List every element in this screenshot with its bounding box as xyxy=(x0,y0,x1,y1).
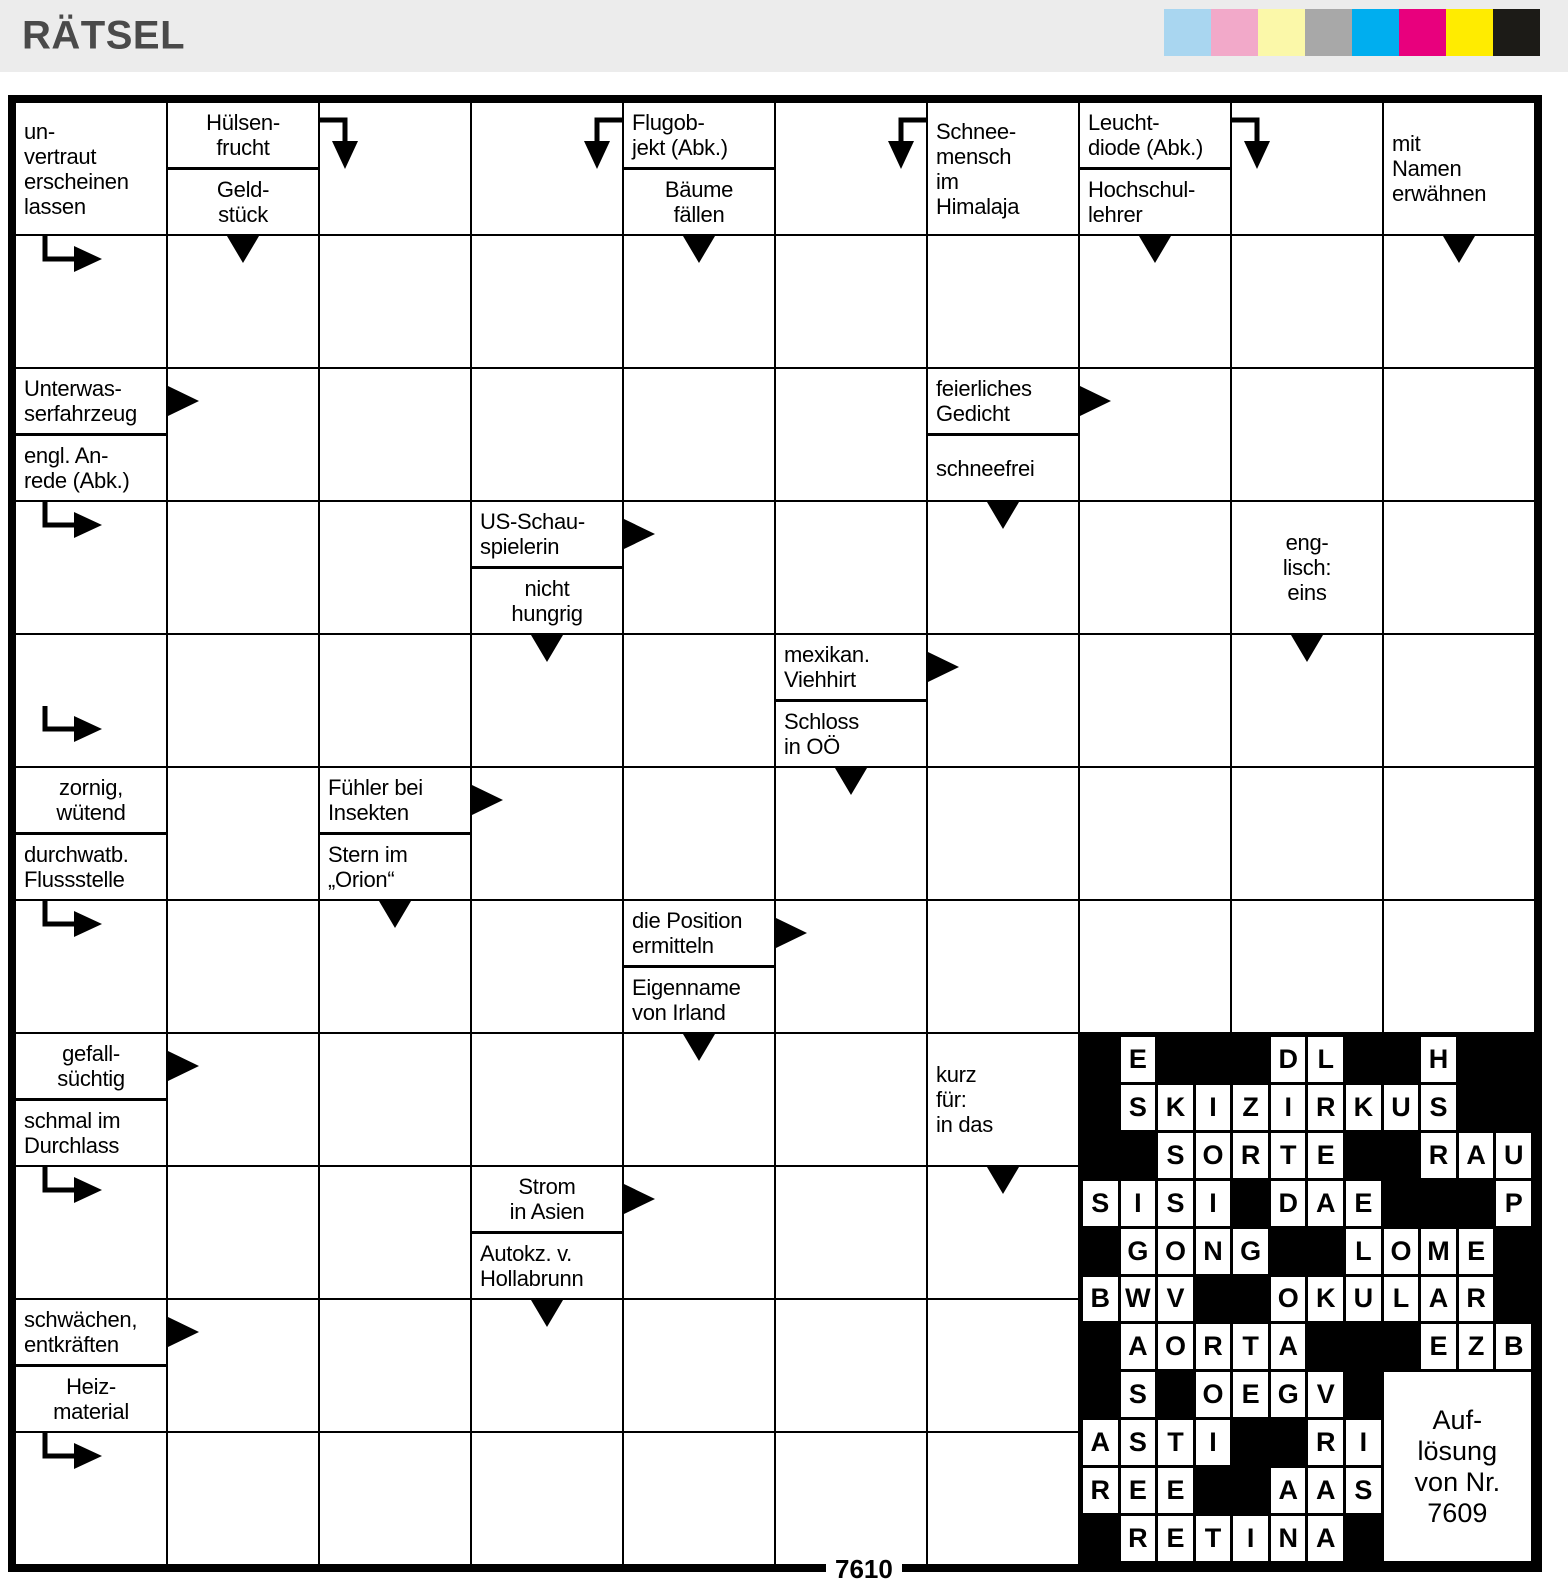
solution-letter-cell: G xyxy=(1233,1229,1268,1274)
answer-cell[interactable] xyxy=(319,102,471,235)
answer-cell[interactable] xyxy=(15,1432,167,1565)
solution-letter-cell: O xyxy=(1271,1277,1306,1322)
answer-cell[interactable] xyxy=(319,235,471,368)
solution-letter-cell: K xyxy=(1346,1085,1381,1130)
solution-letter-cell: R xyxy=(1421,1133,1456,1178)
solution-letter-cell: T xyxy=(1233,1324,1268,1369)
answer-cell[interactable] xyxy=(927,1299,1079,1432)
answer-cell[interactable] xyxy=(1231,900,1383,1033)
solution-letter-cell: M xyxy=(1421,1229,1456,1274)
right-arrow-icon xyxy=(472,785,503,815)
answer-cell[interactable] xyxy=(927,235,1079,368)
turn-right-arrow-icon xyxy=(32,1167,108,1213)
print-color-bar xyxy=(1164,9,1540,56)
answer-cell[interactable] xyxy=(623,634,775,767)
solution-letter-cell: E xyxy=(1158,1516,1193,1561)
clue-text: mit Namen erwähnen xyxy=(1392,131,1487,206)
solution-note: Auf- lösung von Nr. 7609 xyxy=(1384,1372,1531,1561)
down-arrow-icon xyxy=(835,768,867,795)
turn-right-arrow-icon xyxy=(32,236,108,282)
down-arrow-icon xyxy=(1443,236,1475,263)
clue-text: schmal im Durchlass xyxy=(24,1108,121,1158)
solution-letter-cell: S xyxy=(1158,1181,1193,1226)
solution-letter-cell: R xyxy=(1083,1468,1118,1513)
right-arrow-icon xyxy=(168,1051,199,1081)
answer-cell[interactable] xyxy=(1079,900,1231,1033)
solution-letter-cell: V xyxy=(1158,1277,1193,1322)
answer-cell[interactable] xyxy=(623,1299,775,1432)
clue-cell xyxy=(775,634,927,767)
clue-cell xyxy=(927,368,1079,501)
solution-letter-cell: K xyxy=(1158,1085,1193,1130)
answer-cell[interactable] xyxy=(15,1166,167,1299)
answer-cell[interactable] xyxy=(167,1166,319,1299)
solution-letter-cell: R xyxy=(1233,1133,1268,1178)
down-arrow-icon xyxy=(987,502,1019,529)
solution-letter-cell: I xyxy=(1196,1181,1231,1226)
solution-letter-cell: A xyxy=(1308,1468,1343,1513)
solution-letter-cell: R xyxy=(1196,1324,1231,1369)
solution-letter-cell: A xyxy=(1308,1516,1343,1561)
clue-text: schneefrei xyxy=(936,455,1035,481)
clue-text: Leucht- diode (Abk.) xyxy=(1080,103,1230,170)
down-arrow-icon xyxy=(1139,236,1171,263)
down-arrow-icon xyxy=(379,901,411,928)
clue-text: Schloss in OÖ xyxy=(784,709,859,759)
solution-letter-cell: V xyxy=(1308,1372,1343,1417)
answer-cell[interactable] xyxy=(1383,634,1535,767)
answer-cell[interactable] xyxy=(471,634,623,767)
down-arrow-icon xyxy=(531,1300,563,1327)
solution-letter-cell: S xyxy=(1121,1420,1156,1465)
solution-letter-cell: D xyxy=(1271,1181,1306,1226)
answer-cell[interactable] xyxy=(775,1299,927,1432)
clue-cell xyxy=(15,1299,167,1432)
answer-cell[interactable] xyxy=(927,1166,1079,1299)
solution-letter-cell: N xyxy=(1271,1516,1306,1561)
answer-cell[interactable] xyxy=(1231,235,1383,368)
solution-letter-cell: L xyxy=(1384,1277,1419,1322)
turn-right-arrow-icon xyxy=(32,502,108,548)
solution-letter-cell: G xyxy=(1121,1229,1156,1274)
answer-cell[interactable] xyxy=(15,501,167,634)
solution-letter-cell: E xyxy=(1308,1133,1343,1178)
answer-cell[interactable] xyxy=(623,1033,775,1166)
turn-right-arrow-icon xyxy=(32,706,108,752)
answer-cell[interactable] xyxy=(775,1432,927,1565)
answer-cell[interactable] xyxy=(775,235,927,368)
solution-letter-cell: U xyxy=(1496,1133,1531,1178)
solution-letter-cell: D xyxy=(1271,1037,1306,1082)
answer-cell[interactable] xyxy=(1231,368,1383,501)
answer-cell[interactable] xyxy=(319,1432,471,1565)
color-swatch xyxy=(1352,9,1399,56)
solution-letter-cell: B xyxy=(1496,1324,1531,1369)
right-arrow-icon xyxy=(168,1317,199,1347)
answer-cell[interactable] xyxy=(1079,767,1231,900)
solution-letter-cell: E xyxy=(1158,1468,1193,1513)
color-swatch xyxy=(1211,9,1258,56)
answer-cell[interactable] xyxy=(319,1166,471,1299)
clue-text: eng- lisch: eins xyxy=(1282,530,1332,605)
clue-cell xyxy=(167,102,319,235)
solution-letter-cell: N xyxy=(1196,1229,1231,1274)
answer-cell[interactable] xyxy=(927,501,1079,634)
solution-letter-cell: R xyxy=(1308,1420,1343,1465)
solution-letter-cell: L xyxy=(1346,1229,1381,1274)
solution-letter-cell: A xyxy=(1421,1277,1456,1322)
clue-text: un- vertraut erscheinen lassen xyxy=(24,118,129,219)
solution-letter-cell: S xyxy=(1421,1085,1456,1130)
clue-text: schwächen, entkräften xyxy=(16,1300,166,1367)
solution-letter-cell: Z xyxy=(1459,1324,1494,1369)
turn-down-arrow-icon xyxy=(877,109,927,171)
color-swatch xyxy=(1305,9,1352,56)
clue-text: zornig, wütend xyxy=(16,768,166,835)
answer-cell[interactable] xyxy=(1079,634,1231,767)
clue-cell xyxy=(1079,102,1231,235)
solution-letter-cell: W xyxy=(1121,1277,1156,1322)
clue-cell xyxy=(15,767,167,900)
answer-cell[interactable] xyxy=(1079,501,1231,634)
solution-letter-cell: E xyxy=(1121,1468,1156,1513)
solution-letter-cell: A xyxy=(1271,1324,1306,1369)
answer-cell[interactable] xyxy=(167,501,319,634)
solution-letter-cell: K xyxy=(1308,1277,1343,1322)
solution-letter-cell: O xyxy=(1384,1229,1419,1274)
answer-cell[interactable] xyxy=(167,900,319,1033)
color-swatch xyxy=(1399,9,1446,56)
clue-text: Autokz. v. Hollabrunn xyxy=(480,1241,584,1291)
solution-letter-cell: R xyxy=(1308,1085,1343,1130)
answer-cell[interactable] xyxy=(167,235,319,368)
solution-letter-cell: T xyxy=(1271,1133,1306,1178)
clue-text: kurz für: in das xyxy=(936,1062,993,1137)
answer-cell[interactable] xyxy=(1079,235,1231,368)
clue-cell xyxy=(319,767,471,900)
solution-letter-cell: S xyxy=(1083,1181,1118,1226)
clue-text: mexikan. Viehhirt xyxy=(776,635,926,702)
solution-letter-cell: L xyxy=(1308,1037,1343,1082)
solution-letter-cell: T xyxy=(1196,1516,1231,1561)
answer-cell[interactable] xyxy=(167,634,319,767)
answer-cell[interactable] xyxy=(319,900,471,1033)
solution-letter-cell: I xyxy=(1196,1420,1231,1465)
clue-text: engl. An- rede (Abk.) xyxy=(24,443,130,493)
solution-letter-cell: O xyxy=(1196,1372,1231,1417)
solution-letter-cell: A xyxy=(1308,1181,1343,1226)
answer-cell[interactable] xyxy=(471,900,623,1033)
clue-text: Geld- stück xyxy=(216,177,270,227)
answer-cell[interactable] xyxy=(927,900,1079,1033)
solution-letter-cell: Z xyxy=(1233,1085,1268,1130)
answer-cell[interactable] xyxy=(319,1033,471,1166)
answer-cell[interactable] xyxy=(167,1432,319,1565)
color-swatch xyxy=(1446,9,1493,56)
page-header xyxy=(0,0,1568,72)
clue-text: Hülsen- frucht xyxy=(168,103,318,170)
solution-letter-cell: H xyxy=(1421,1037,1456,1082)
solution-letter-cell: G xyxy=(1271,1372,1306,1417)
answer-cell[interactable] xyxy=(319,368,471,501)
clue-text: Eigenname von Irland xyxy=(632,975,741,1025)
down-arrow-icon xyxy=(987,1167,1019,1194)
answer-cell[interactable] xyxy=(775,767,927,900)
color-swatch xyxy=(1493,9,1540,56)
answer-cell[interactable] xyxy=(319,501,471,634)
answer-cell[interactable] xyxy=(1231,634,1383,767)
clue-cell xyxy=(927,1033,1079,1166)
clue-text: durchwatb. Flussstelle xyxy=(24,842,129,892)
solution-letter-cell: U xyxy=(1384,1085,1419,1130)
down-arrow-icon xyxy=(683,236,715,263)
answer-cell[interactable] xyxy=(1231,102,1383,235)
clue-cell xyxy=(471,1166,623,1299)
right-arrow-icon xyxy=(624,519,655,549)
clue-text: Heiz- material xyxy=(53,1374,129,1424)
clue-cell xyxy=(623,900,775,1033)
answer-cell[interactable] xyxy=(927,1432,1079,1565)
solution-letter-cell: I xyxy=(1196,1085,1231,1130)
solution-letter-cell: P xyxy=(1496,1181,1531,1226)
answer-cell[interactable] xyxy=(15,634,167,767)
down-arrow-icon xyxy=(531,635,563,662)
answer-cell[interactable] xyxy=(15,235,167,368)
clue-cell xyxy=(623,102,775,235)
answer-cell[interactable] xyxy=(15,900,167,1033)
answer-cell[interactable] xyxy=(775,1033,927,1166)
clue-text: Schnee- mensch im Himalaja xyxy=(936,118,1020,219)
answer-cell[interactable] xyxy=(471,1033,623,1166)
clue-text: Strom in Asien xyxy=(472,1167,622,1234)
down-arrow-icon xyxy=(227,236,259,263)
turn-right-arrow-icon xyxy=(32,901,108,947)
clue-text: Flugob- jekt (Abk.) xyxy=(624,103,774,170)
solution-letter-cell: E xyxy=(1233,1372,1268,1417)
answer-cell[interactable] xyxy=(775,501,927,634)
page-title: RÄTSEL xyxy=(22,13,185,58)
clue-cell xyxy=(927,102,1079,235)
answer-cell[interactable] xyxy=(471,1432,623,1565)
solution-letter-cell: S xyxy=(1121,1085,1156,1130)
solution-letter-cell: O xyxy=(1196,1133,1231,1178)
right-arrow-icon xyxy=(624,1184,655,1214)
turn-down-arrow-icon xyxy=(573,109,623,171)
clue-text: Stern im „Orion“ xyxy=(328,842,408,892)
crossword-grid xyxy=(8,95,1542,1572)
solution-letter-cell: I xyxy=(1346,1420,1381,1465)
answer-cell[interactable] xyxy=(623,767,775,900)
down-arrow-icon xyxy=(683,1034,715,1061)
clue-text: gefall- süchtig xyxy=(16,1034,166,1101)
solution-letter-cell: U xyxy=(1346,1277,1381,1322)
solution-letter-cell: R xyxy=(1121,1516,1156,1561)
answer-cell[interactable] xyxy=(167,767,319,900)
answer-cell[interactable] xyxy=(775,102,927,235)
answer-cell[interactable] xyxy=(623,235,775,368)
clue-text: die Position ermitteln xyxy=(624,901,774,968)
clue-cell xyxy=(471,501,623,634)
solution-letter-cell: B xyxy=(1083,1277,1118,1322)
solution-letter-cell: S xyxy=(1346,1468,1381,1513)
answer-cell[interactable] xyxy=(471,1299,623,1432)
clue-cell xyxy=(15,368,167,501)
solution-grid xyxy=(1079,1033,1535,1565)
answer-cell[interactable] xyxy=(319,634,471,767)
solution-letter-cell: A xyxy=(1083,1420,1118,1465)
answer-cell[interactable] xyxy=(1383,501,1535,634)
color-swatch xyxy=(1258,9,1305,56)
answer-cell[interactable] xyxy=(775,1166,927,1299)
right-arrow-icon xyxy=(168,386,199,416)
solution-letter-cell: E xyxy=(1346,1181,1381,1226)
puzzle-number: 7610 xyxy=(826,1553,902,1586)
solution-letter-cell: R xyxy=(1459,1277,1494,1322)
solution-letter-cell: I xyxy=(1233,1516,1268,1561)
clue-text: US-Schau- spielerin xyxy=(472,502,622,569)
answer-cell[interactable] xyxy=(471,235,623,368)
clue-cell xyxy=(15,102,167,235)
answer-cell[interactable] xyxy=(319,1299,471,1432)
clue-text: Unterwas- serfahrzeug xyxy=(16,369,166,436)
solution-letter-cell: S xyxy=(1121,1372,1156,1417)
answer-cell[interactable] xyxy=(1383,767,1535,900)
clue-text: feierliches Gedicht xyxy=(928,369,1078,436)
solution-letter-cell: A xyxy=(1121,1324,1156,1369)
color-swatch xyxy=(1164,9,1211,56)
right-arrow-icon xyxy=(1080,386,1111,416)
answer-cell[interactable] xyxy=(623,1432,775,1565)
turn-down-arrow-icon xyxy=(1231,109,1281,171)
down-arrow-icon xyxy=(1291,635,1323,662)
solution-letter-cell: I xyxy=(1271,1085,1306,1130)
answer-cell[interactable] xyxy=(1383,900,1535,1033)
answer-cell[interactable] xyxy=(471,368,623,501)
answer-cell[interactable] xyxy=(1231,767,1383,900)
answer-cell[interactable] xyxy=(1383,368,1535,501)
solution-letter-cell: T xyxy=(1158,1420,1193,1465)
solution-letter-cell: S xyxy=(1158,1133,1193,1178)
solution-letter-cell: I xyxy=(1121,1181,1156,1226)
answer-cell[interactable] xyxy=(623,368,775,501)
clue-text: Fühler bei Insekten xyxy=(320,768,470,835)
solution-letter-cell: E xyxy=(1121,1037,1156,1082)
solution-letter-cell: O xyxy=(1158,1229,1193,1274)
solution-letter-cell: E xyxy=(1459,1229,1494,1274)
solution-letter-cell: A xyxy=(1459,1133,1494,1178)
clue-cell xyxy=(15,1033,167,1166)
solution-letter-cell: O xyxy=(1158,1324,1193,1369)
clue-text: Hochschul- lehrer xyxy=(1088,177,1196,227)
clue-text: Bäume fällen xyxy=(664,177,734,227)
right-arrow-icon xyxy=(776,918,807,948)
clue-text: nicht hungrig xyxy=(511,576,583,626)
answer-cell[interactable] xyxy=(1383,235,1535,368)
solution-letter-cell: A xyxy=(1271,1468,1306,1513)
clue-cell xyxy=(1383,102,1535,235)
answer-cell[interactable] xyxy=(775,368,927,501)
turn-down-arrow-icon xyxy=(319,109,369,171)
turn-right-arrow-icon xyxy=(32,1433,108,1479)
solution-letter-cell: E xyxy=(1421,1324,1456,1369)
answer-cell[interactable] xyxy=(471,102,623,235)
crossword-area xyxy=(8,95,1542,1584)
answer-cell[interactable] xyxy=(927,767,1079,900)
right-arrow-icon xyxy=(928,652,959,682)
clue-cell xyxy=(1231,501,1383,634)
